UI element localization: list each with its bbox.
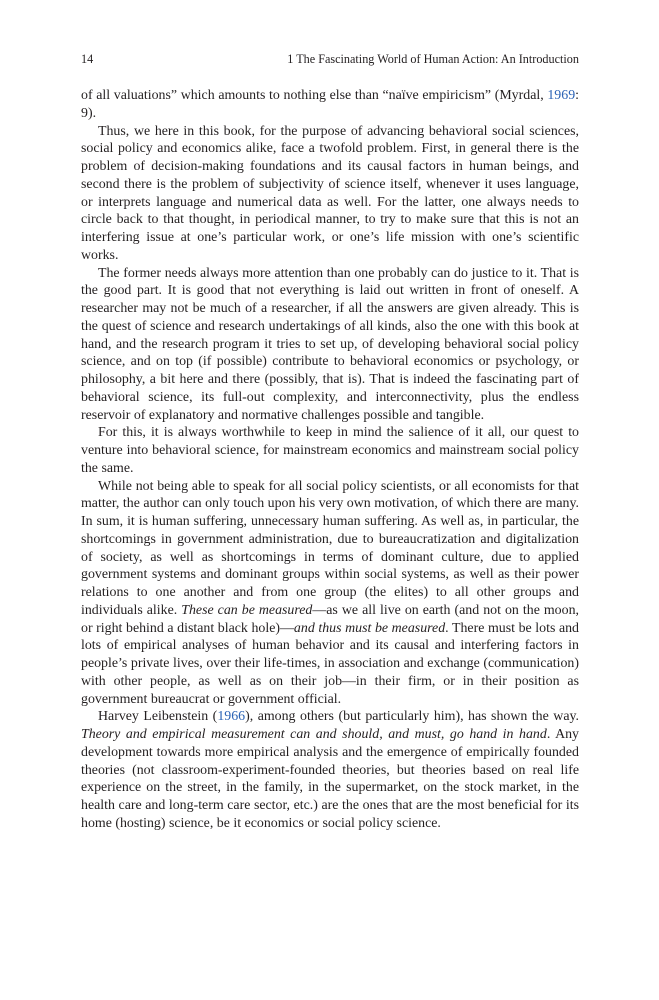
page-number: 14: [81, 52, 94, 66]
paragraph: [81, 424, 579, 477]
paragraph: [81, 123, 579, 265]
text-run: While not being able to speak for all social policy scientists, or all economists for that matter, the author can only touch upon his very own motivation, of which there are many. In sum, it is human suffering, unnecessary human suffering. As well as, in particular, the shortcomings in government administration, due to bureaucratization and digitalization of society, as well as shortcomings in terms of dominant culture, due to applied government systems and dominant groups within social systems, as well as their power relations to one another and from one group (the elites) to all other groups and individuals alike.: [81, 478, 579, 618]
text-run: Thus, we here in this book, for the purpose of advancing behavioral social sciences, social policy and economics alike, face a twofold problem. First, in general there is the problem of decision-making foundations and its causal factors in human beings, and second there is the problem of subjectivity of science itself, whenever it uses language, or interprets language and numerical data as well. For the latter, one always needs to circle back to that thought, in periodical manner, to try to make sure that this is not an interfering issue at one’s particular work, or one’s life mission with one’s scientific works.: [81, 123, 579, 263]
paragraph: [81, 87, 579, 123]
citation-link[interactable]: 1969: [547, 88, 576, 103]
body-text: [81, 87, 579, 833]
text-run: ), among others (but particularly him), has shown the way.: [245, 709, 580, 725]
running-header: [81, 51, 579, 67]
text-run: —as we all live on earth (and not on the moon, or right behind a distant black hole)—: [81, 602, 579, 636]
paragraph: [81, 708, 579, 832]
emphasis-text: These can be measured: [181, 602, 313, 618]
citation-link[interactable]: 1966: [217, 709, 246, 725]
text-run: Harvey Leibenstein (: [98, 709, 218, 725]
text-run: . There must be lots and lots of empirical analyses of human behavior and its causal and interfering factors in people’s private lives, over their life-times, in association and exchange (communication) with other people, as well as on their job—in their firm, or in their position as government bureaucrat or government official.: [81, 620, 579, 707]
text-run: For this, it is always worthwhile to keep in mind the salience of it all, our quest to venture into behavioral science, for mainstream economics and mainstream social policy the same.: [81, 425, 579, 476]
text-run: The former needs always more attention than one probably can do justice to it. That is the good part. It is good that not everything is laid out written in front of oneself. A researcher may not be much of a researcher, if all the answers are given already. This is the quest of science and research undertakings of all kinds, also the one with this book at hand, and the research program it tries to set up, of developing behavioral social policy science, and on top (if possible) contribute to behavioral economics or psychology, or philosophy, a bit here and there (possibly, that is). That is indeed the fascinating part of behavioral science, its full-out complexity, and interconnectivity, plus the endless reservoir of explanatory and normative challenges possible and tangible.: [81, 265, 579, 423]
paragraph: [81, 478, 579, 709]
text-run: . Any development towards more empirical analysis and the emergence of empirically founded theories (not classroom-experiment-founded theories, but theories based on real life experience on the street, in the family, in the supermarket, on the stock market, in the health care and long-term care sector, etc.) are the ones that are the most beneficial for its home (hosting) science, be it economics or social policy science.: [81, 727, 579, 831]
text-run: : 9).: [81, 88, 579, 121]
emphasis-text: and thus must be measured: [293, 620, 446, 636]
paragraph: [81, 265, 579, 425]
emphasis-text: Theory and empirical measurement can and should, and must, go hand in hand: [81, 727, 547, 742]
running-title: 1 The Fascinating World of Human Action: An Introduction: [287, 52, 579, 66]
text-run: of all valuations” which amounts to nothing else than “naïve empiricism” (Myrdal,: [81, 88, 548, 103]
